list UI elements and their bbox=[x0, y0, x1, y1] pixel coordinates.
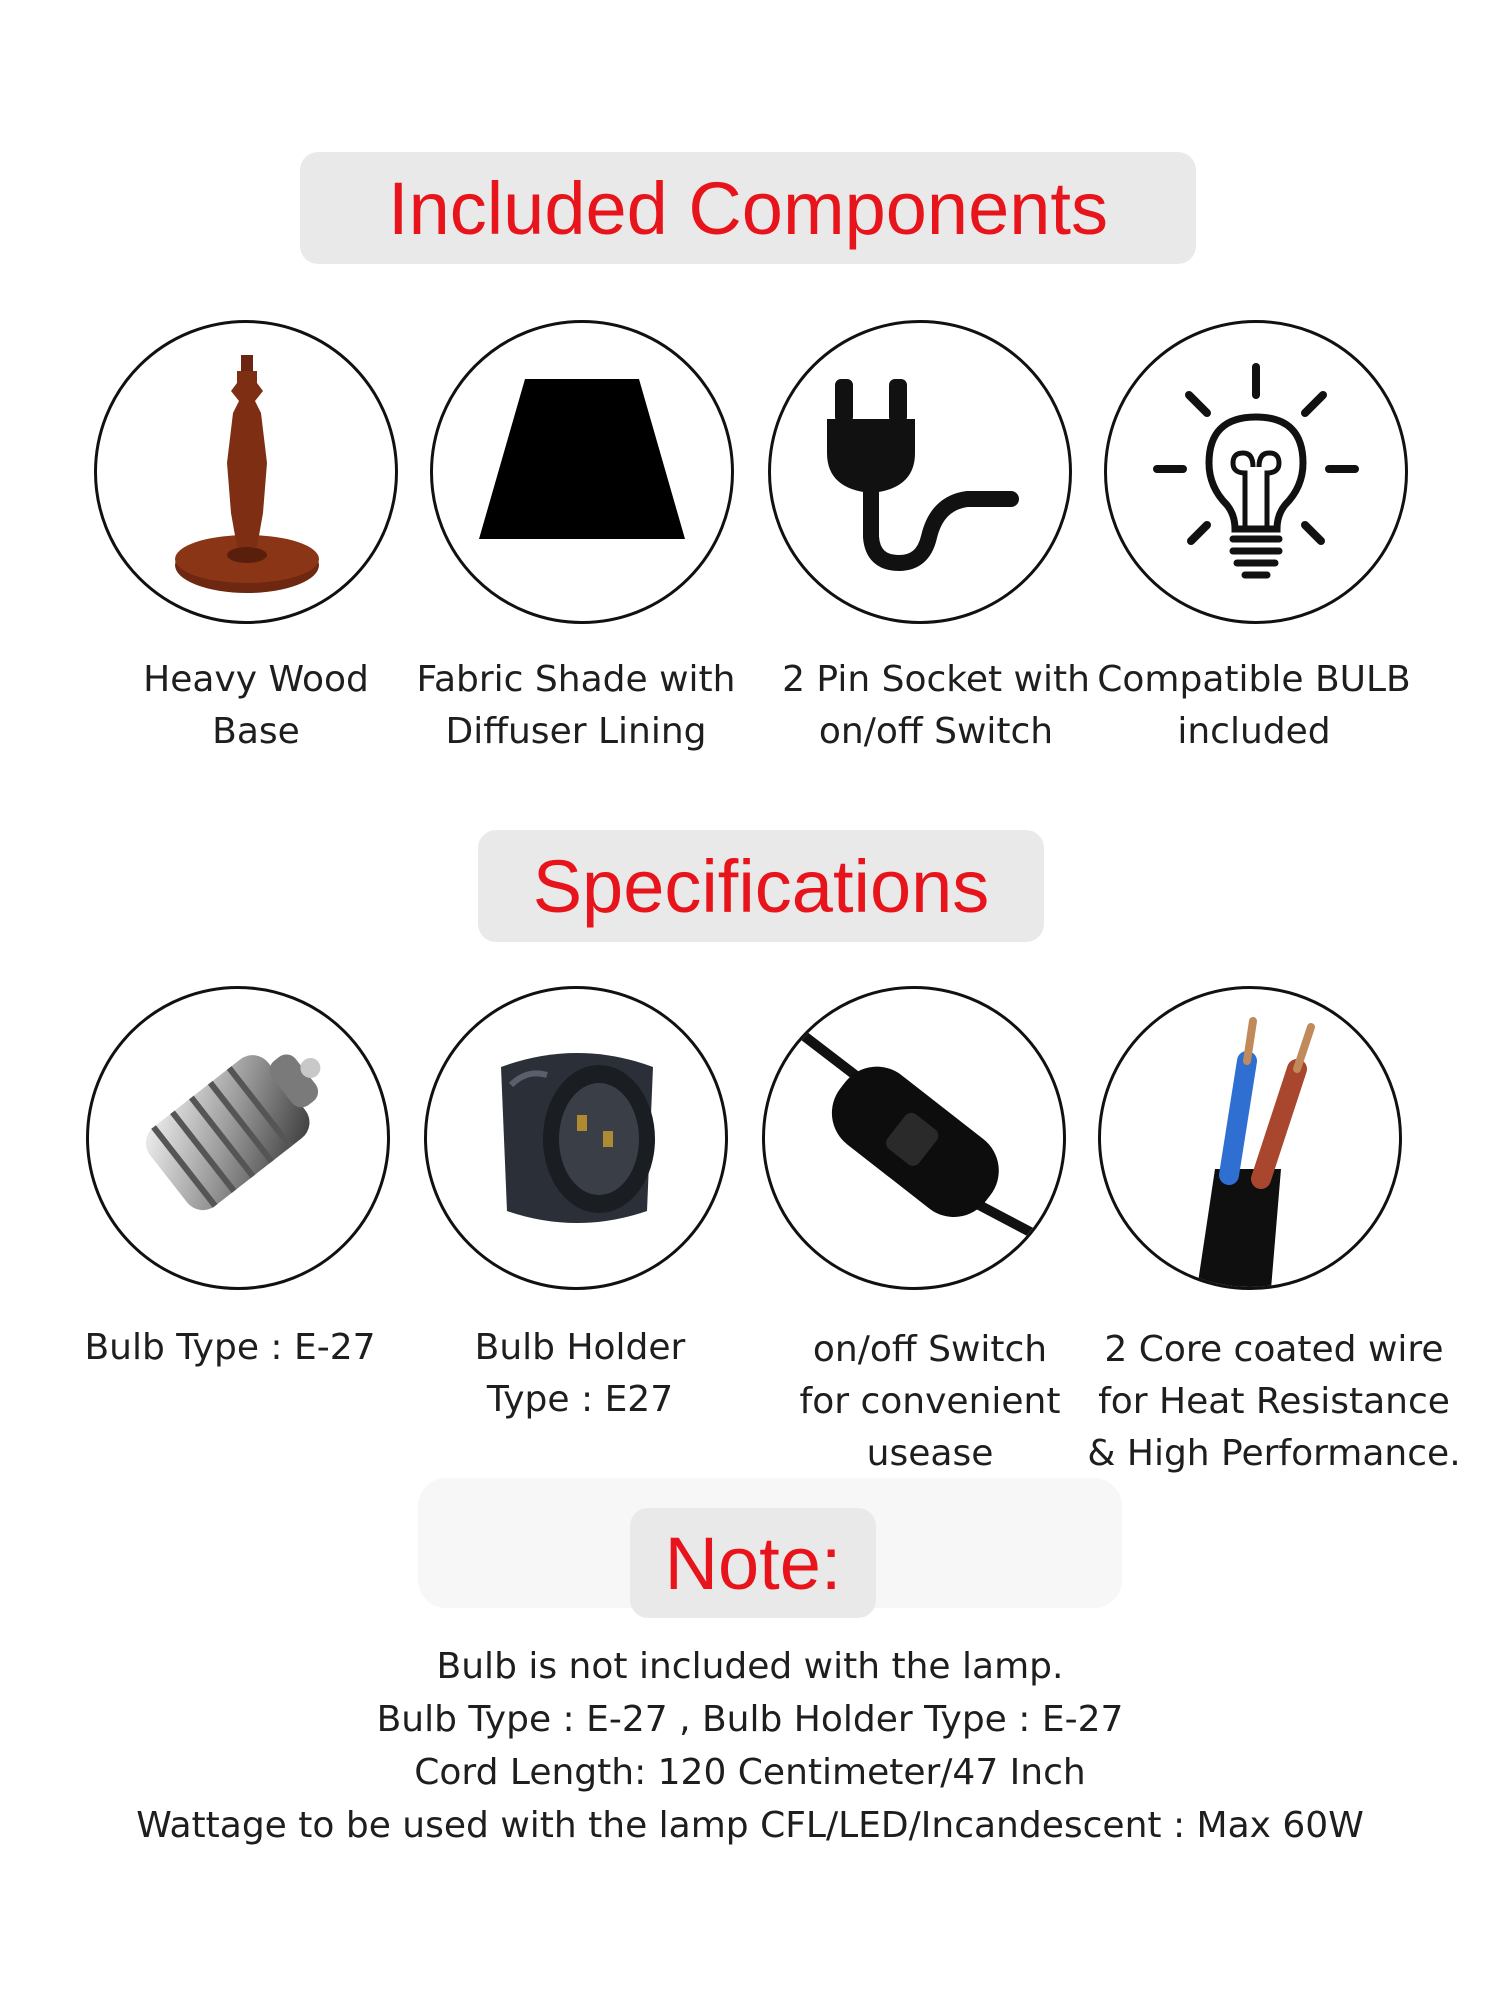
components-title: Included Components bbox=[388, 166, 1108, 250]
bulb-thread-icon bbox=[86, 986, 390, 1290]
bulb-holder-icon bbox=[424, 986, 728, 1290]
note-title: Note: bbox=[664, 1521, 842, 1605]
specifications-title: Specifications bbox=[532, 844, 990, 928]
two-core-wire-icon bbox=[1098, 986, 1402, 1290]
wood-base-icon bbox=[94, 320, 398, 624]
note-text bbox=[60, 1640, 1440, 1852]
spec-label-switch: on/off Switch for convenient usease bbox=[799, 1329, 1061, 1474]
specifications-heading bbox=[478, 830, 1044, 942]
spec-label-bulb-type: Bulb Type : E-27 bbox=[84, 1327, 376, 1368]
component-label-wood-base: Heavy Wood Base bbox=[143, 659, 369, 752]
spec-label-wire: 2 Core coated wire for Heat Resistance & High Performance. bbox=[1087, 1329, 1461, 1474]
note-heading bbox=[630, 1508, 876, 1618]
note-line: Wattage to be used with the lamp CFL/LED/Incandescent : Max 60W bbox=[136, 1805, 1364, 1846]
inline-switch-icon bbox=[762, 986, 1066, 1290]
component-label-pin-socket: 2 Pin Socket with on/off Switch bbox=[782, 659, 1090, 752]
plug-icon bbox=[768, 320, 1072, 624]
note-line: Cord Length: 120 Centimeter/47 Inch bbox=[414, 1752, 1086, 1793]
lamp-shade-icon bbox=[430, 320, 734, 624]
note-line: Bulb Type : E-27 , Bulb Holder Type : E-27 bbox=[376, 1699, 1124, 1740]
component-label-bulb: Compatible BULB included bbox=[1097, 659, 1411, 752]
light-bulb-icon bbox=[1104, 320, 1408, 624]
spec-label-bulb-holder: Bulb Holder Type : E27 bbox=[474, 1327, 686, 1420]
components-heading bbox=[300, 152, 1196, 264]
component-label-fabric-shade: Fabric Shade with Diffuser Lining bbox=[416, 659, 736, 752]
note-line: Bulb is not included with the lamp. bbox=[436, 1646, 1064, 1687]
